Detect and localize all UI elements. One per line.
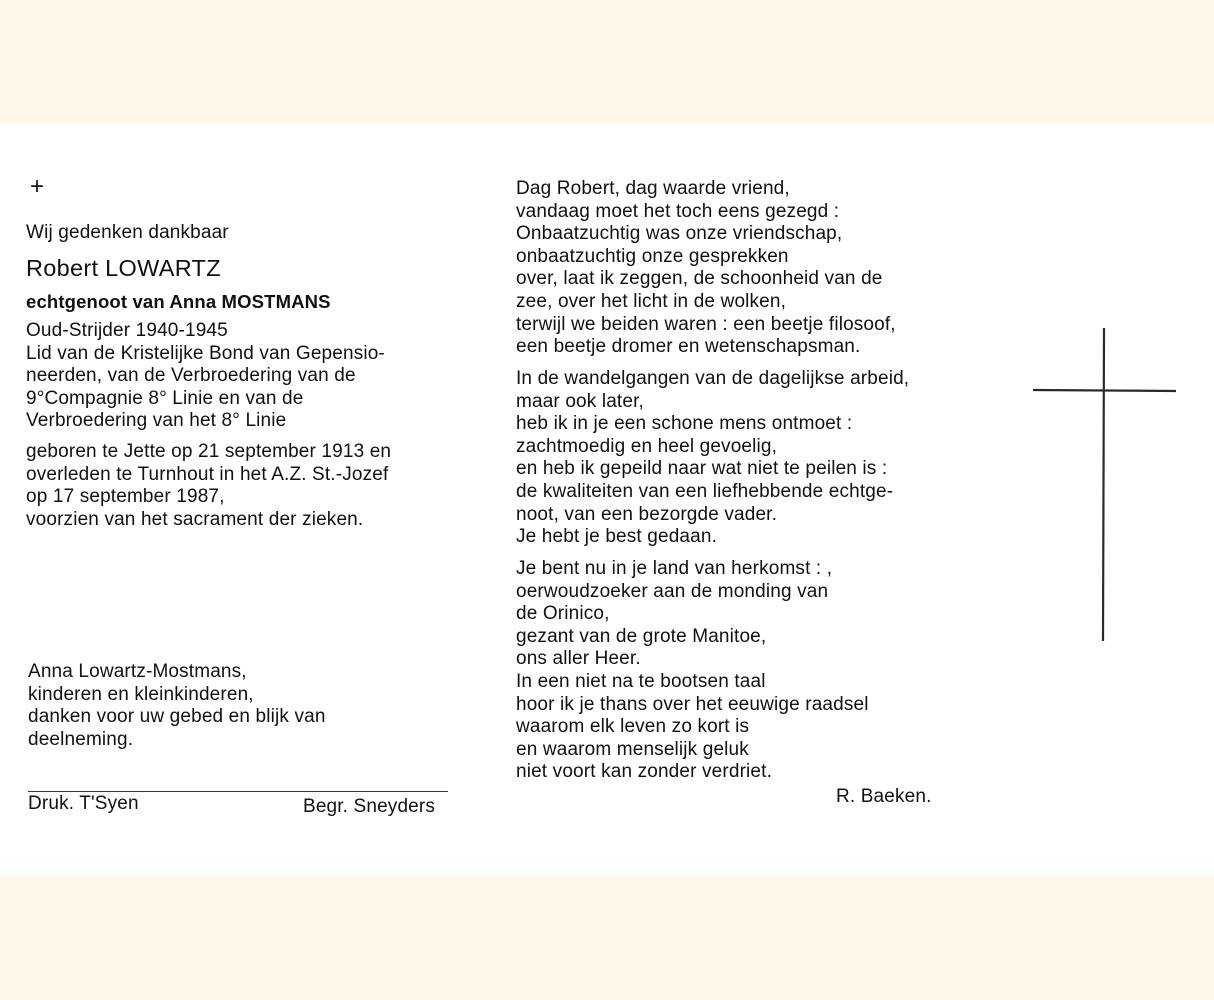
poem-line: over, laat ik zeggen, de schoonheid van de [516,268,883,290]
poem-line: oerwoudzoeker aan de monding van [516,580,829,602]
date-line: geboren te Jette op 21 september 1913 en [26,441,392,462]
plus-cross-icon: + [30,173,45,200]
poem-line: een beetje dromer en wetenschapsman. [516,336,861,358]
date-line: overleden te Turnhout in het A.Z. St.-Jozef [26,463,389,485]
poem-line: Dag Robert, dag waarde vriend, [516,178,790,199]
bio-line: Verbroedering van het 8° Linie [26,410,287,432]
date-line: voorzien van het sacrament der zieken. [26,508,364,530]
poem-line: noot, van een bezorgde vader. [516,503,778,525]
poem-line: gezant van de grote Manitoe, [516,625,767,647]
poem-line: waarom elk leven zo kort is [516,716,750,738]
dates-block [26,441,391,531]
memorial-card [0,123,1214,876]
poem-line: niet voort kan zonder verdriet. [516,761,773,783]
family-block [28,661,326,751]
divider-rule [28,791,448,792]
poem-line: hoor ik je thans over het eeuwige raadsel [516,693,869,715]
undertaker-credit: Begr. Sneyders [303,796,436,817]
poem-line: de kwaliteiten van een liefhebbende echtge- [516,480,894,502]
bio-line: Lid van de Kristelijke Bond van Gepensio- [26,342,385,364]
family-line: kinderen en kleinkinderen, [28,683,254,705]
printer-credit: Druk. T'Syen [28,793,139,814]
poem-line: Je hebt je best gedaan. [516,526,717,548]
poem-line: zachtmoedig en heel gevoelig, [516,435,778,457]
poem-line: Onbaatzuchtig was onze vriendschap, [516,223,843,245]
poem-line: de Orinico, [516,603,610,625]
latin-cross-icon [1030,328,1180,643]
poem-stanza [516,558,869,784]
poem-stanza [516,178,896,359]
poem-line: In de wandelgangen van de dagelijkse arbeid, [516,368,910,389]
poem-line: heb ik in je een schone mens ontmoet : [516,413,853,435]
poem-line: Je bent nu in je land van herkomst : , [516,558,833,579]
poem-line: en waarom menselijk geluk [516,738,749,760]
family-line: deelneming. [28,728,134,750]
poem-line: vandaag moet het toch eens gezegd : [516,200,840,222]
poem-stanza [516,368,909,549]
poem-line: terwijl we beiden waren : een beetje filosoof, [516,313,896,335]
family-line: Anna Lowartz-Mostmans, [28,661,247,682]
poem-line: In een niet na te bootsen taal [516,670,766,692]
deceased-name: Robert LOWARTZ [26,255,221,281]
poem-line: onbaatzuchtig onze gesprekken [516,245,789,267]
poem-line: zee, over het licht in de wolken, [516,290,787,312]
poem-author: R. Baeken. [836,786,932,807]
intro-text: Wij gedenken dankbaar [26,222,229,243]
spouse-line: echtgenoot van Anna MOSTMANS [26,291,331,312]
bio-line: Oud-Strijder 1940-1945 [26,320,228,341]
bio-line: neerden, van de Verbroedering van de [26,365,356,387]
poem-line: ons aller Heer. [516,648,641,670]
date-line: op 17 september 1987, [26,486,225,508]
family-line: danken voor uw gebed en blijk van [28,706,326,728]
bio-line: 9°Compagnie 8° Linie en van de [26,387,304,409]
poem-line: en heb ik gepeild naar wat niet te peilen is : [516,458,888,480]
poem-line: maar ook later, [516,390,644,412]
bio-block [26,320,385,433]
